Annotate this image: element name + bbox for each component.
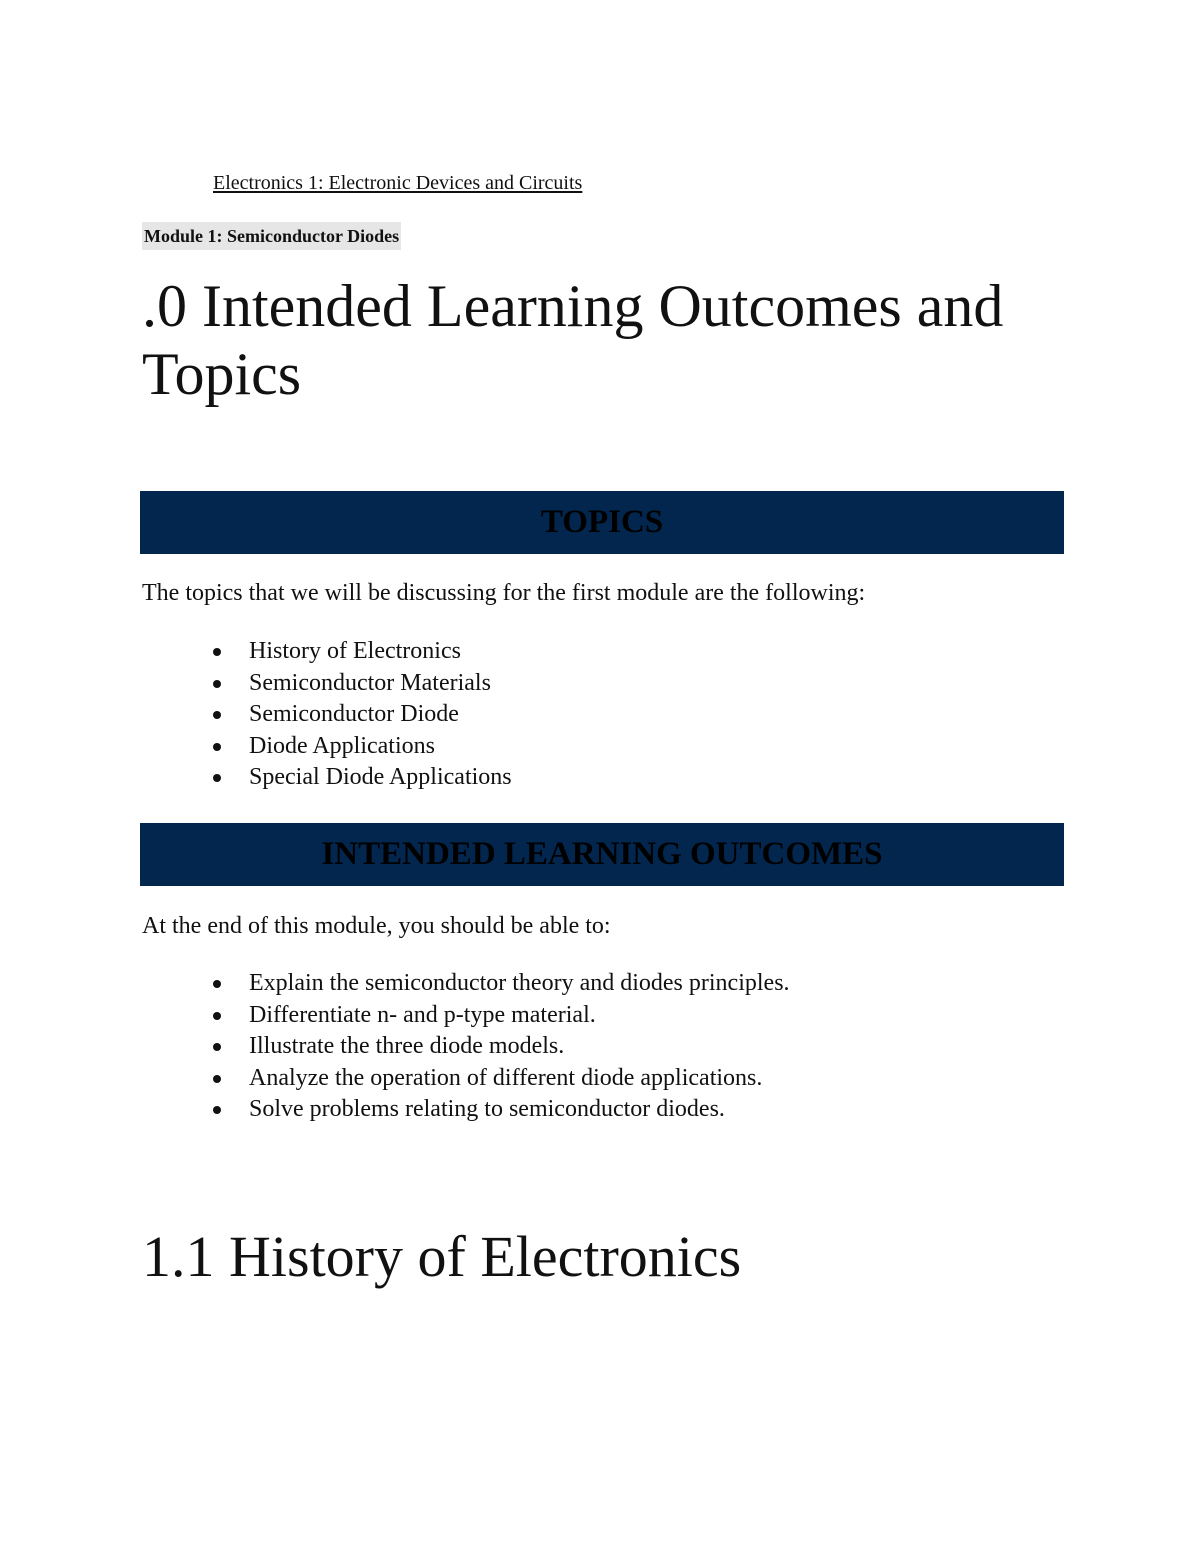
bullet-icon [213,743,221,751]
list-item [213,1000,790,1032]
module-label: Module 1: Semiconductor Diodes [142,222,401,250]
section-heading-history: 1.1 History of Electronics [142,1224,742,1289]
bullet-icon [213,680,221,688]
list-item [213,762,512,794]
list-item [213,1031,790,1063]
topic-item-text: Semiconductor Materials [249,669,491,696]
topics-list [213,636,512,794]
outcome-item-text: Differentiate n- and p-type material. [249,1001,596,1028]
topics-intro-text: The topics that we will be discussing for the first module are the following: [142,580,866,606]
bullet-icon [213,1043,221,1051]
list-item [213,636,512,668]
bullet-icon [213,711,221,719]
outcomes-intro-text: At the end of this module, you should be able to: [142,913,611,939]
outcome-item-text: Illustrate the three diode models. [249,1033,565,1059]
list-item [213,1094,790,1126]
bullet-icon [213,1012,221,1020]
outcomes-list [213,968,790,1126]
list-item [213,731,512,763]
bullet-icon [213,1075,221,1083]
outcome-item-text: Solve problems relating to semiconductor diodes. [249,1096,725,1122]
outcome-item-text: Explain the semiconductor theory and diodes principles. [249,970,790,996]
bullet-icon [213,774,221,782]
main-heading: .0 Intended Learning Outcomes and Topics [142,273,1004,407]
topic-item-text: Special Diode Applications [249,764,512,790]
bullet-icon [213,980,221,988]
list-item [213,699,512,731]
list-item [213,968,790,1000]
list-item [213,668,512,700]
topics-banner [140,491,1064,554]
topic-item-text: Semiconductor Diode [249,701,459,727]
topics-banner-title: TOPICS [540,504,664,540]
outcome-item-text: Analyze the operation of different diode applications. [249,1064,763,1091]
bullet-icon [213,1106,221,1114]
topic-item-text: History of Electronics [249,638,461,664]
outcomes-banner-title: INTENDED LEARNING OUTCOMES [321,836,883,872]
list-item [213,1063,790,1095]
course-title-link[interactable]: Electronics 1: Electronic Devices and Circuits [213,172,583,194]
bullet-icon [213,648,221,656]
topic-item-text: Diode Applications [249,732,435,759]
outcomes-banner [140,823,1064,886]
